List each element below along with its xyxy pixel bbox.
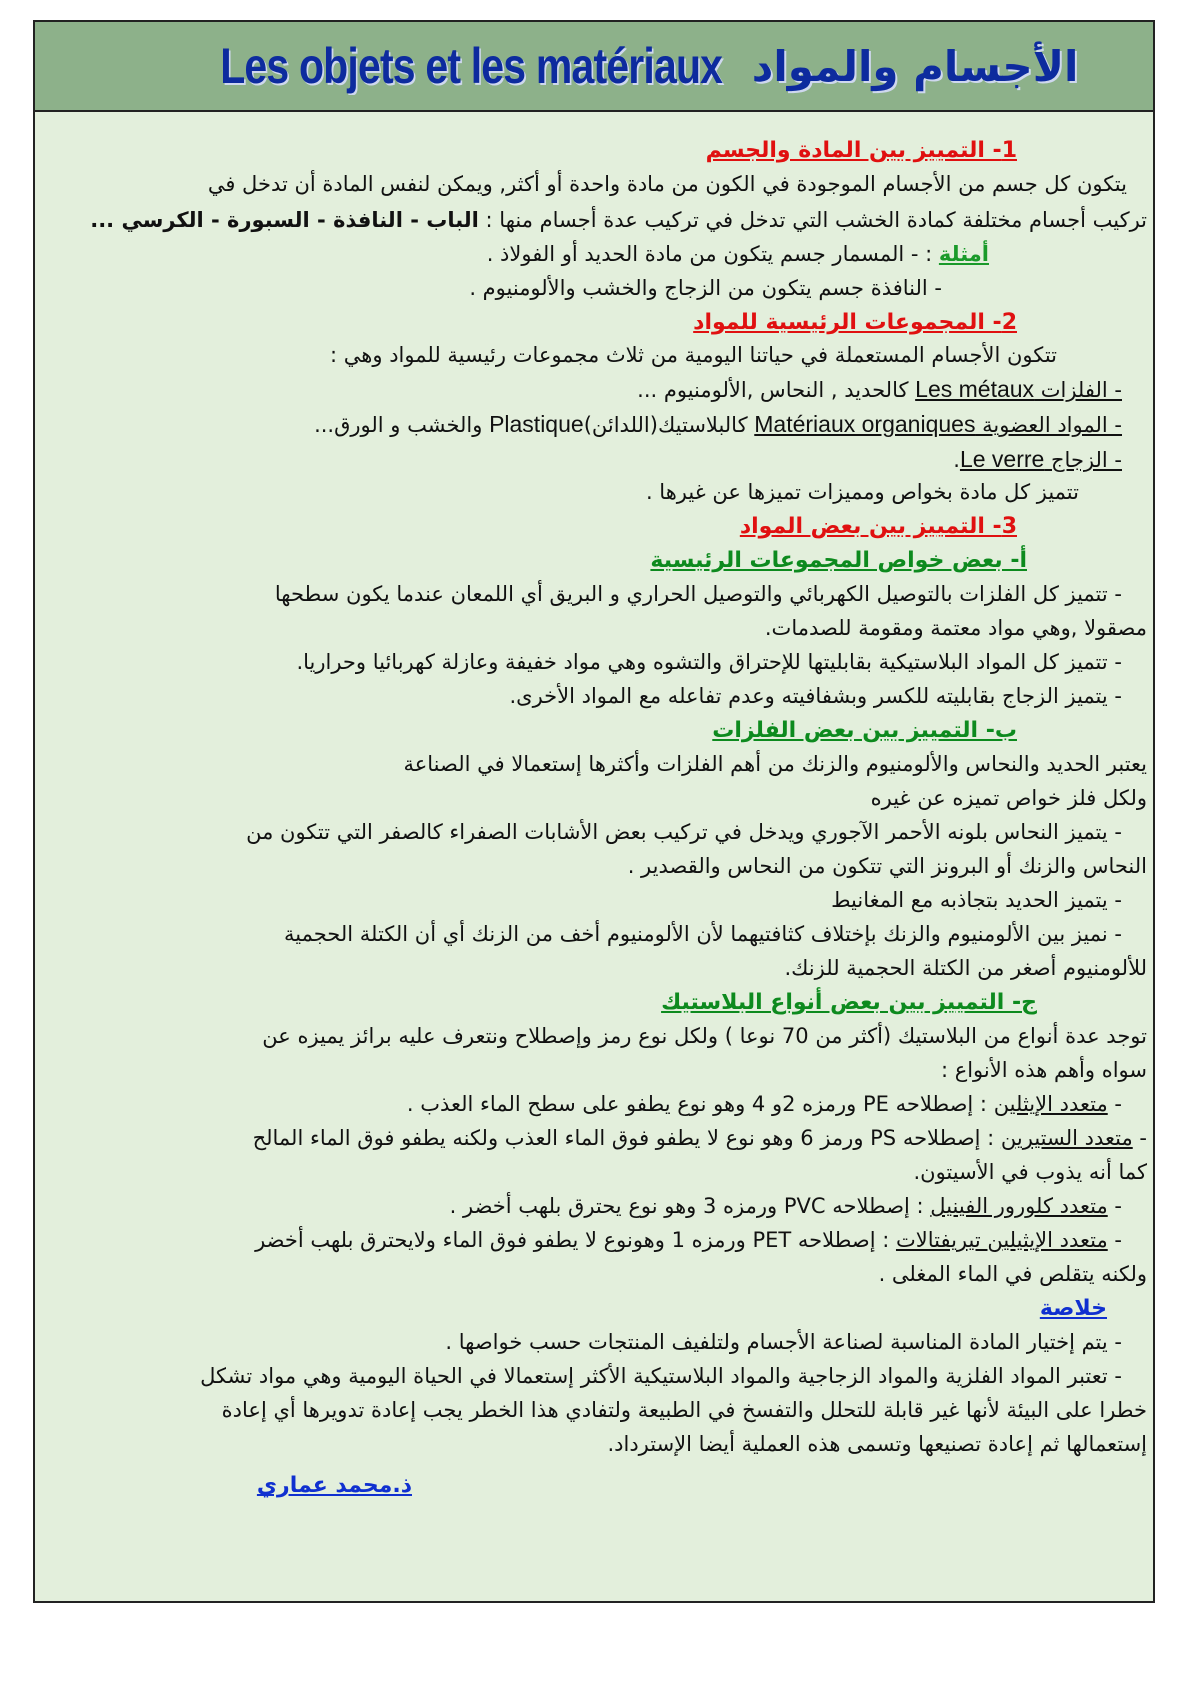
examples-label: أمثلة [938,242,989,266]
paragraph-line: تتكون الأجسام المستعملة في حياتنا اليومية من ثلاث مجموعات رئيسية للمواد وهي : [330,343,1057,367]
paragraph-line: - يتميز النحاس بلونه الأحمر الآجوري ويدخل في تركيب بعض الأشابات الصفراء كالصفر التي تتكون من [246,820,1122,844]
latin-term: Le verre [959,446,1045,472]
examples-line: - النافذة جسم يتكون من الزجاج والخشب والألومنيوم . [469,276,942,300]
text-span: : - المسمار جسم يتكون من مادة الحديد أو الفولاذ . [486,242,939,266]
text-span: كالبلاستيك(اللدائن) [583,413,755,437]
paragraph-line: - تعتبر المواد الفلزية والمواد الزجاجية والمواد البلاستيكية الأكثر إستعمالا في الحياة اليومية وهي مواد تشكل [200,1364,1122,1388]
paragraph-line: تتميز كل مادة بخواص ومميزات تميزها عن غيرها . [645,480,1079,504]
paragraph-line: إستعمالها ثم إعادة تصنيعها وتسمى هذه العملية أيضا الإسترداد. [607,1432,1147,1456]
paragraph-line: ولكنه يتقلص في الماء المغلى . [878,1262,1147,1286]
plastic-pvc: - متعدد كلورور الفينيل : إصطلاحه PVC ورمزه 3 وهو نوع يحترق بلهب أخضر . [449,1194,1122,1218]
subsection-c-title: ج- التمييز بين بعض أنواع البلاستيك [661,990,1037,1015]
plastic-name: متعدد الإيثيلين تيريفتالات [895,1228,1108,1252]
paragraph-line: خطرا على البيئة لأنها غير قابلة للتحلل والتفسخ في الطبيعة ولتفادي هذا الخطر يجب إعادة تدويرها أي إعادة [221,1398,1147,1422]
subsection-a-title: أ- بعض خواص المجموعات الرئيسية [650,548,1027,573]
paragraph-line: سواه وأهم هذه الأنواع : [940,1058,1147,1082]
bold-examples: الباب - النافذة - السبورة - الكرسي ... [90,208,479,232]
text-span: : إصطلاحه PE ورمزه 2و 4 وهو نوع يطفو على سطح الماء العذب . [406,1092,994,1116]
text-span: : إصطلاحه PS ورمز 6 وهو نوع لا يطفو فوق الماء العذب ولكنه يطفو فوق الماء المالح [252,1126,1001,1150]
paragraph-line: يتكون كل جسم من الأجسام الموجودة في الكون من مادة واحدة أو أكثر, ويمكن لنفس المادة أن تدخل في [207,172,1127,196]
paragraph-line: - يتم إختيار المادة المناسبة لصناعة الأجسام ولتلفيف المنتجات حسب خواصها . [445,1330,1122,1354]
paragraph-line: النحاس والزنك أو البرونز التي تتكون من النحاس والقصدير . [627,854,1147,878]
paragraph-line: توجد عدة أنواع من البلاستيك (أكثر من 70 نوعا ) ولكل نوع رمز وإصطلاح ونتعرف عليه برائز يميزه عن [262,1024,1147,1048]
paragraph-line: - تتميز كل المواد البلاستيكية بقابليتها للإحتراق والتشوه وهي مواد خفيفة وعازلة كهربائيا وحراريا. [296,650,1122,674]
paragraph-line: مصقولا ,وهي مواد معتمة ومقومة للصدمات. [764,616,1147,640]
material-item [314,411,1122,439]
text-span: تركيب أجسام مختلفة كمادة الخشب التي تدخل في تركيب عدة أجسام منها : [478,208,1147,232]
paragraph-line: للألومنيوم أصغر من الكتلة الحجمية للزنك. [784,956,1147,980]
page-title-ar: الأجسام والمواد [751,41,1079,91]
examples-line [487,242,989,267]
paragraph-line: ولكل فلز خواص تميزه عن غيره [870,786,1147,810]
text-span: : إصطلاحه PVC ورمزه 3 وهو نوع يحترق بلهب أخضر . [449,1194,931,1218]
paragraph-line: - يتميز الزجاج بقابليته للكسر وبشفافيته وعدم تفاعله مع المواد الأخرى. [509,684,1122,708]
summary-title: خلاصة [1039,1296,1107,1321]
text-span: - الفلزات [1034,378,1122,402]
latin-term: Plastique [489,411,584,437]
section-2-title: 2- المجموعات الرئيسية للمواد [693,310,1017,335]
paragraph-line: - يتميز الحديد بتجاذبه مع المغانيط [831,888,1122,912]
paragraph-line: - تتميز كل الفلزات بالتوصيل الكهربائي والتوصيل الحراري و البريق أي اللمعان عندما يكون سطحها [274,582,1122,606]
material-item [953,446,1122,474]
latin-term: Matériaux organiques [754,411,976,437]
paragraph-line: كما أنه يذوب في الأسيتون. [913,1160,1147,1184]
text-span: : إصطلاحه PET ورمزه 1 وهونوع لا يطفو فوق الماء ولايحترق بلهب أخضر [255,1228,896,1252]
plastic-pe: - متعدد الإيثلين : إصطلاحه PE ورمزه 2و 4 وهو نوع يطفو على سطح الماء العذب . [406,1092,1122,1116]
page-header [33,20,1155,112]
section-1-title: 1- التمييز بين المادة والجسم [705,138,1017,163]
text-span: . [953,448,960,472]
subsection-b-title: ب- التمييز بين بعض الفلزات [712,718,1017,743]
latin-term: Les métaux [915,376,1035,402]
paragraph-line: يعتبر الحديد والنحاس والألومنيوم والزنك من أهم الفلزات وأكثرها إستعمالا في الصناعة [403,752,1147,776]
plastic-ps: - متعدد الستيرين : إصطلاحه PS ورمز 6 وهو نوع لا يطفو فوق الماء العذب ولكنه يطفو فوق الماء المالح [252,1126,1147,1150]
paragraph-line: - نميز بين الألومنيوم والزنك بإختلاف كثافتيهما لأن الألومنيوم أخف من الزنك أي أن الكتلة الحجمية [283,922,1122,946]
material-item [637,376,1122,404]
text-span: - الزجاج [1044,448,1122,472]
section-3-title: 3- التمييز بين بعض المواد [739,514,1017,539]
page-title-fr: Les objets et les matériaux [219,38,722,94]
text-span: والخشب و الورق... [314,413,490,437]
plastic-name: متعدد الإيثلين [993,1092,1108,1116]
text-span: - المواد العضوية [975,413,1122,437]
author-signature: ذ.محمد عماري [256,1473,412,1498]
text-span: كالحديد , النحاس ,الألومنيوم ... [637,378,916,402]
paragraph-line [90,208,1147,233]
plastic-pet: - متعدد الإيثيلين تيريفتالات : إصطلاحه PET ورمزه 1 وهونوع لا يطفو فوق الماء ولايحترق بلهب أخضر [255,1228,1122,1252]
document-body [37,118,1147,1598]
plastic-name: متعدد كلورور الفينيل [930,1194,1108,1218]
plastic-name: متعدد الستيرين [1000,1126,1133,1150]
